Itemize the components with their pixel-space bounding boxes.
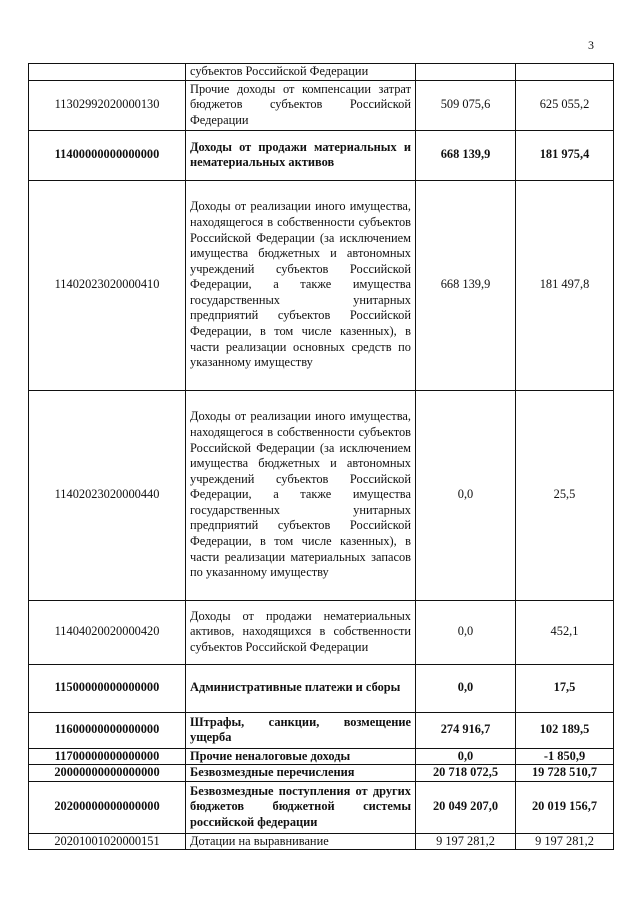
row-value-1: 0,0 (416, 600, 516, 664)
row-code: 20200000000000000 (29, 781, 186, 833)
row-value-2 (516, 64, 614, 81)
row-value-1: 9 197 281,2 (416, 833, 516, 850)
row-code: 20000000000000000 (29, 765, 186, 782)
row-value-1: 20 718 072,5 (416, 765, 516, 782)
row-code: 20201001020000151 (29, 833, 186, 850)
row-code: 11404020020000420 (29, 600, 186, 664)
row-value-2: 102 189,5 (516, 712, 614, 748)
row-value-2: 25,5 (516, 390, 614, 600)
row-value-1: 20 049 207,0 (416, 781, 516, 833)
row-name: Штрафы, санкции, возмещение ущерба (186, 712, 416, 748)
row-value-2: 20 019 156,7 (516, 781, 614, 833)
row-value-1: 668 139,9 (416, 130, 516, 180)
table-row (29, 180, 614, 390)
table-row (29, 390, 614, 600)
table-row (29, 712, 614, 748)
row-code: 11600000000000000 (29, 712, 186, 748)
row-code: 11500000000000000 (29, 664, 186, 712)
table-row (29, 80, 614, 130)
revenue-table (28, 63, 614, 850)
row-code: 11402023020000440 (29, 390, 186, 600)
row-value-1: 0,0 (416, 664, 516, 712)
row-value-1: 509 075,6 (416, 80, 516, 130)
table-row (29, 765, 614, 782)
table-row (29, 833, 614, 850)
table-row (29, 64, 614, 81)
row-value-1: 668 139,9 (416, 180, 516, 390)
row-name: Доходы от реализации иного имущества, находящегося в собственности субъектов Российской Федерации (за исключением имущества бюджетных и автономных учреждений субъектов Российской Федерации, а также имущества государственных унитарных предприятий субъектов Российской Федерации, в том числе казенных), в части реализации материальных запасов по указанному имуществу (186, 390, 416, 600)
row-name: Безвозмездные перечисления (186, 765, 416, 782)
row-code: 11700000000000000 (29, 748, 186, 765)
row-name: субъектов Российской Федерации (186, 64, 416, 81)
row-value-1: 0,0 (416, 390, 516, 600)
row-code: 11402023020000410 (29, 180, 186, 390)
page-number: 3 (588, 38, 594, 52)
row-value-2: 9 197 281,2 (516, 833, 614, 850)
row-name: Административные платежи и сборы (186, 664, 416, 712)
row-code (29, 64, 186, 81)
table-row (29, 781, 614, 833)
row-name: Прочие доходы от компенсации затрат бюджетов субъектов Российской Федерации (186, 80, 416, 130)
row-value-2: 19 728 510,7 (516, 765, 614, 782)
row-name: Безвозмездные поступления от других бюджетов бюджетной системы российской федерации (186, 781, 416, 833)
row-value-2: 17,5 (516, 664, 614, 712)
table-row (29, 600, 614, 664)
row-code: 11302992020000130 (29, 80, 186, 130)
row-value-2: 452,1 (516, 600, 614, 664)
row-value-2: 181 975,4 (516, 130, 614, 180)
row-value-1 (416, 64, 516, 81)
row-name: Доходы от продажи нематериальных активов, находящихся в собственности субъектов Российской Федерации (186, 600, 416, 664)
table-row (29, 664, 614, 712)
row-value-2: -1 850,9 (516, 748, 614, 765)
row-code: 11400000000000000 (29, 130, 186, 180)
row-value-2: 625 055,2 (516, 80, 614, 130)
row-name: Доходы от реализации иного имущества, находящегося в собственности субъектов Российской Федерации (за исключением имущества бюджетных и автономных учреждений субъектов Российской Федерации, а также имущества государственных унитарных предприятий субъектов Российской Федерации, в том числе казенных), в части реализации основных средств по указанному имуществу (186, 180, 416, 390)
row-name: Дотации на выравнивание (186, 833, 416, 850)
row-name: Доходы от продажи материальных и нематериальных активов (186, 130, 416, 180)
table-row (29, 748, 614, 765)
row-value-2: 181 497,8 (516, 180, 614, 390)
row-value-1: 0,0 (416, 748, 516, 765)
table-row (29, 130, 614, 180)
row-value-1: 274 916,7 (416, 712, 516, 748)
row-name: Прочие неналоговые доходы (186, 748, 416, 765)
